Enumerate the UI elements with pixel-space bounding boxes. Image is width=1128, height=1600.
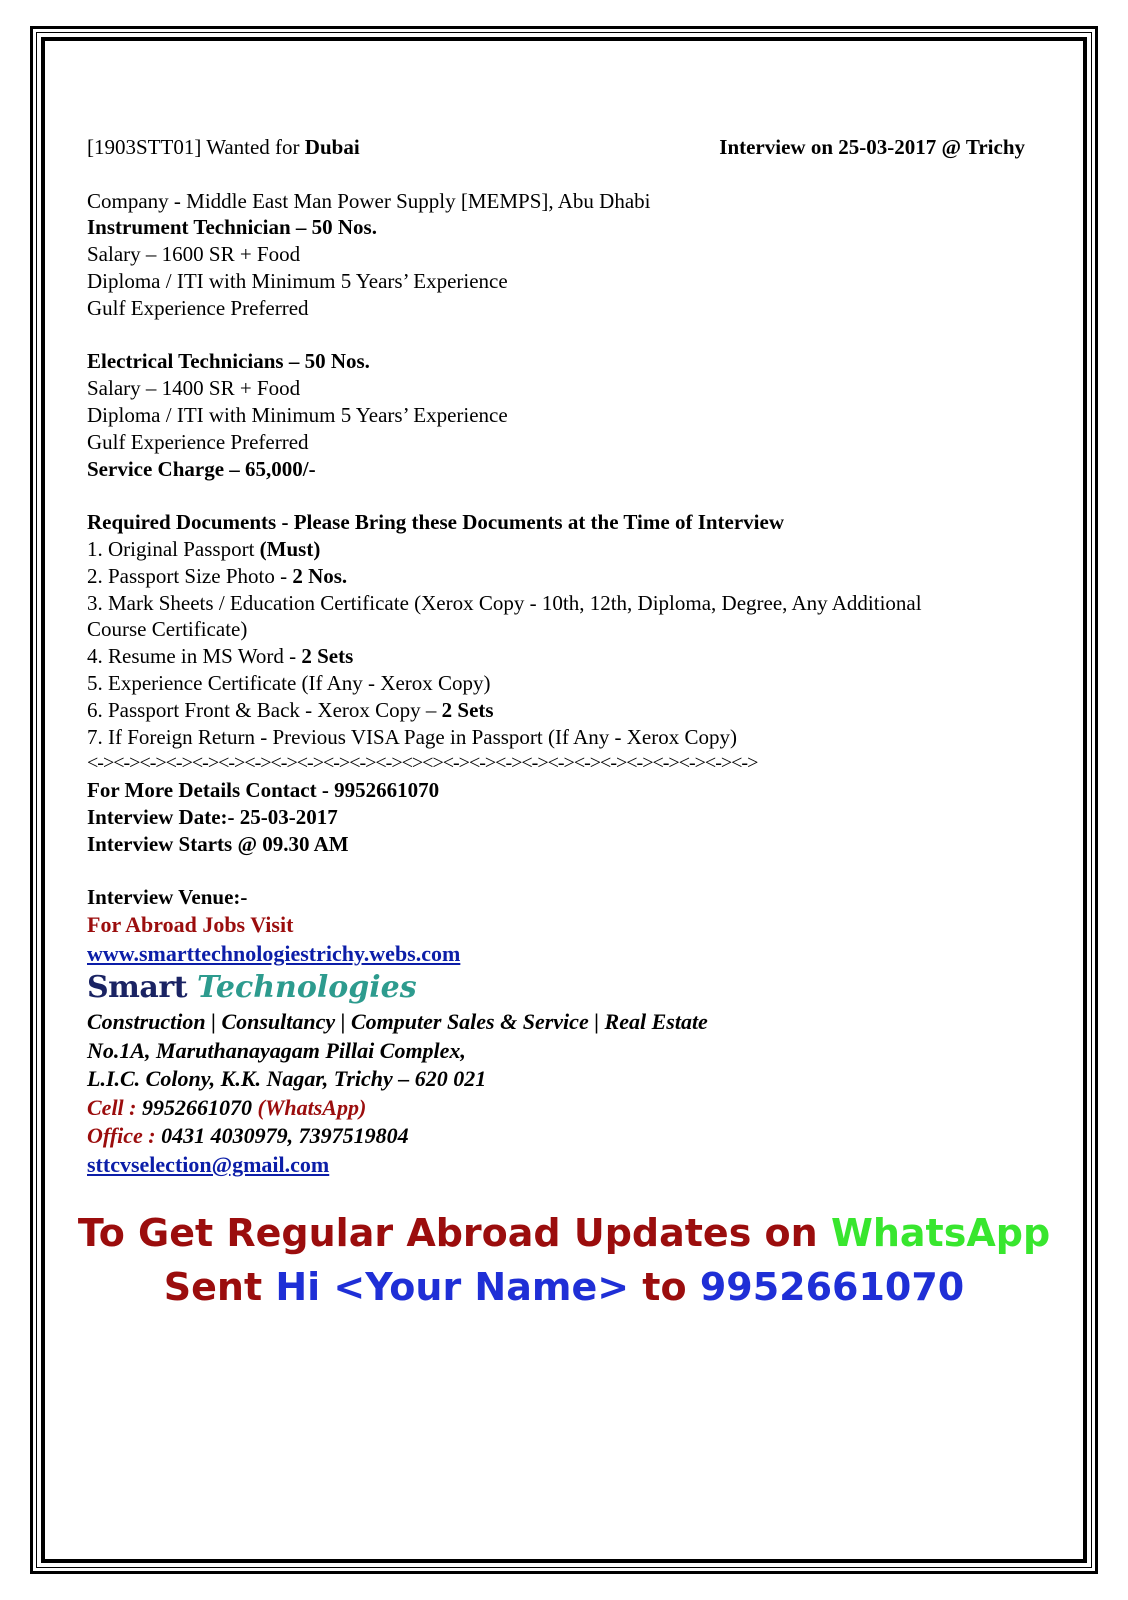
company-services: Construction | Consultancy | Computer Sales & Service | Real Estate xyxy=(87,1008,708,1034)
brand-logo: Smart Technologies xyxy=(87,969,417,1005)
document-item-6: 6. Passport Front & Back - Xerox Copy – 2 Sets xyxy=(87,697,494,722)
job2-preference: Gulf Experience Preferred xyxy=(87,429,309,454)
contact-details: For More Details Contact - 9952661070 xyxy=(87,778,440,803)
interview-date: Interview Date:- 25-03-2017 xyxy=(87,804,338,829)
whatsapp-banner-line-1: To Get Regular Abroad Updates on WhatsApp xyxy=(77,1211,1051,1255)
document-item-1: 1. Original Passport (Must) xyxy=(87,536,321,561)
interview-banner-text: Interview on 25-03-2017 @ Trichy xyxy=(719,135,1025,159)
document-item-4: 4. Resume in MS Word - 2 Sets xyxy=(87,644,354,669)
whatsapp-banner-line-2: Sent Hi <Your Name> to 9952661070 xyxy=(163,1265,965,1309)
job2-salary: Salary – 1400 SR + Food xyxy=(87,376,301,401)
header-row xyxy=(87,134,1025,161)
abroad-jobs: For Abroad Jobs Visit xyxy=(87,912,294,938)
job1-salary: Salary – 1600 SR + Food xyxy=(87,242,301,267)
office-line: Office : 0431 4030979, 7397519804 xyxy=(87,1123,409,1149)
document-item-2: 2. Passport Size Photo - 2 Nos. xyxy=(87,563,348,588)
document-item-5: 5. Experience Certificate (If Any - Xerox Copy) xyxy=(87,670,491,695)
document-item-3-cont: Course Certificate) xyxy=(87,617,248,642)
job1-preference: Gulf Experience Preferred xyxy=(87,295,309,320)
job2-title: Electrical Technicians – 50 Nos. xyxy=(87,349,370,374)
job1-title: Instrument Technician – 50 Nos. xyxy=(87,215,377,240)
document-item-3: 3. Mark Sheets / Education Certificate (Xerox Copy - 10th, 12th, Diploma, Degree, Any Additional xyxy=(87,590,922,615)
destination: Dubai xyxy=(304,135,360,159)
document-item-7: 7. If Foreign Return - Previous VISA Page in Passport (If Any - Xerox Copy) xyxy=(87,724,737,749)
documents-heading: Required Documents - Please Bring these Documents at the Time of Interview xyxy=(87,510,784,535)
website-link[interactable]: www.smarttechnologiestrichy.webs.com xyxy=(87,941,461,967)
address-line-1: No.1A, Maruthanayagam Pillai Complex, xyxy=(87,1037,466,1063)
service-charge: Service Charge – 65,000/- xyxy=(87,456,316,481)
separator-line: <-><-><-><-><-><-><-><-><-><-><-><-><><><-><-><-><-><-><-><-><-><-><-><-><-> xyxy=(87,752,758,775)
header-left: [1903STT01] Wanted for Dubai xyxy=(87,135,360,159)
company-line: Company - Middle East Man Power Supply [MEMPS], Abu Dhabi xyxy=(87,188,651,213)
cell-line: Cell : 9952661070 (WhatsApp) xyxy=(87,1094,367,1120)
job-posting xyxy=(87,134,1027,1179)
job1-qualification: Diploma / ITI with Minimum 5 Years’ Experience xyxy=(87,268,508,293)
interview-time: Interview Starts @ 09.30 AM xyxy=(87,831,349,856)
job2-qualification: Diploma / ITI with Minimum 5 Years’ Experience xyxy=(87,402,508,427)
address-line-2: L.I.C. Colony, K.K. Nagar, Trichy – 620 021 xyxy=(87,1066,487,1092)
email-link[interactable]: sttcvselection@gmail.com xyxy=(87,1151,330,1177)
interview-venue: Interview Venue:- xyxy=(87,885,248,910)
